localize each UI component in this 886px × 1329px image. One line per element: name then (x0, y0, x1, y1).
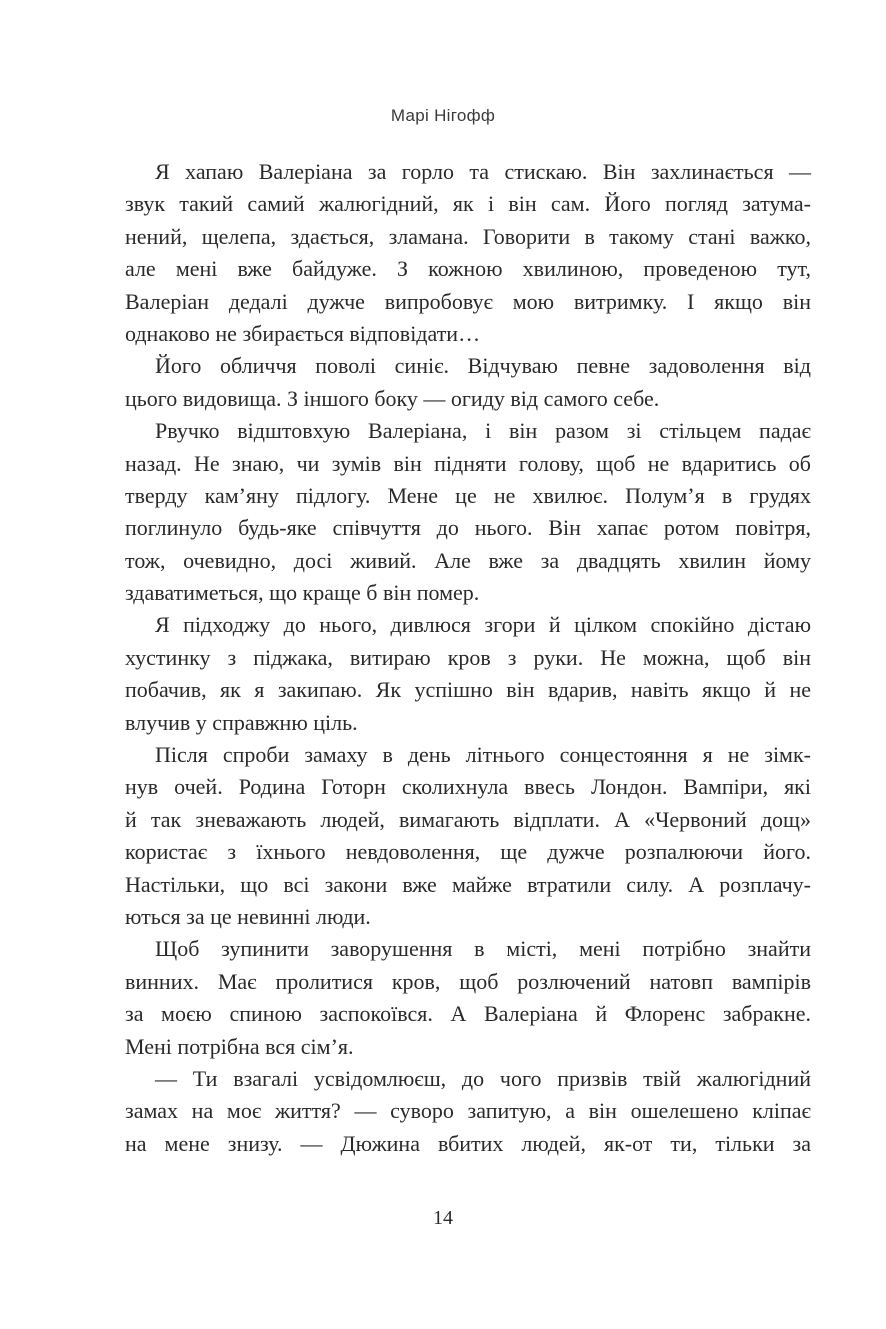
text-line: користає з їхнього невдоволення, ще дужче розпалюючи його. (125, 839, 811, 865)
text-line: здаватиметься, що краще б він помер. (125, 580, 480, 606)
page-number: 14 (433, 1207, 453, 1229)
text-line: Його обличчя поволі синіє. Відчуваю певне задоволення від (155, 353, 811, 379)
text-line: Валеріан дедалі дужче випробовує мою витримку. І якщо він (125, 288, 811, 314)
text-line: хустинку з піджака, витираю кров з руки. Не можна, щоб він (125, 644, 811, 670)
body-text (125, 156, 811, 1160)
text-line: ються за це невинні люди. (125, 903, 371, 929)
text-line: назад. Не знаю, чи зумів він підняти голову, щоб не вдаритись об (125, 450, 811, 476)
text-line: Настільки, що всі закони вже майже втратили силу. А розплачу- (125, 871, 811, 897)
paragraph (125, 350, 811, 415)
text-line: Я підходжу до нього, дивлюся згори й цілком спокійно дістаю (155, 612, 811, 638)
text-line: тверду кам’яну підлогу. Мене це не хвилює. Полум’я в грудях (125, 482, 811, 508)
text-line: нув очей. Родина Готорн сколихнула ввесь Лондон. Вампіри, які (125, 774, 811, 800)
text-line: на мене знизу. — Дюжина вбитих людей, як-от ти, тільки за (125, 1130, 811, 1156)
paragraph (125, 415, 811, 609)
text-line: замах на моє життя? — суворо запитую, а він ошелешено кліпає (125, 1098, 811, 1124)
text-line: винних. Має пролитися кров, щоб розлючений натовп вампірів (125, 968, 811, 994)
text-line: поглинуло будь-яке співчуття до нього. Він хапає ротом повітря, (125, 515, 811, 541)
text-line: влучив у справжню ціль. (125, 709, 358, 735)
text-line: й так зневажають людей, вимагають відплати. А «Червоний дощ» (125, 806, 811, 832)
text-line: нений, щелепа, здається, зламана. Говорити в такому стані важко, (125, 223, 811, 249)
running-header: Марі Нігофф (390, 106, 496, 125)
text-line: але мені вже байдуже. З кожною хвилиною, проведеною тут, (125, 256, 811, 282)
text-line: Я хапаю Валеріана за горло та стискаю. Він захлинається — (155, 159, 811, 184)
paragraph (125, 739, 811, 933)
text-line: Рвучко відштовхую Валеріана, і він разом зі стільцем падає (155, 418, 811, 444)
text-line: Мені потрібна вся сім’я. (125, 1033, 354, 1059)
text-line: тож, очевидно, досі живий. Але вже за двадцять хвилин йому (125, 547, 811, 573)
text-line: за моєю спиною заспокоївся. А Валеріана й Флоренс забракне. (125, 1001, 811, 1027)
text-line: побачив, як я закипаю. Як успішно він вдарив, навіть якщо й не (125, 677, 811, 703)
text-line: звук такий самий жалюгідний, як і він сам. Його погляд затума- (125, 191, 811, 217)
text-line: Щоб зупинити заворушення в місті, мені потрібно знайти (155, 936, 811, 962)
text-line: однаково не збирається відповідати… (125, 320, 481, 346)
paragraph (125, 1063, 811, 1160)
paragraph (125, 609, 811, 739)
text-line: — Ти взагалі усвідомлюєш, до чого призвів твій жалюгідний (155, 1065, 811, 1091)
paragraph (125, 156, 811, 350)
text-line: Після спроби замаху в день літнього сонцестояння я не зімк- (155, 742, 811, 768)
paragraph (125, 933, 811, 1063)
text-line: цього видовища. З іншого боку — огиду від самого себе. (125, 385, 660, 411)
